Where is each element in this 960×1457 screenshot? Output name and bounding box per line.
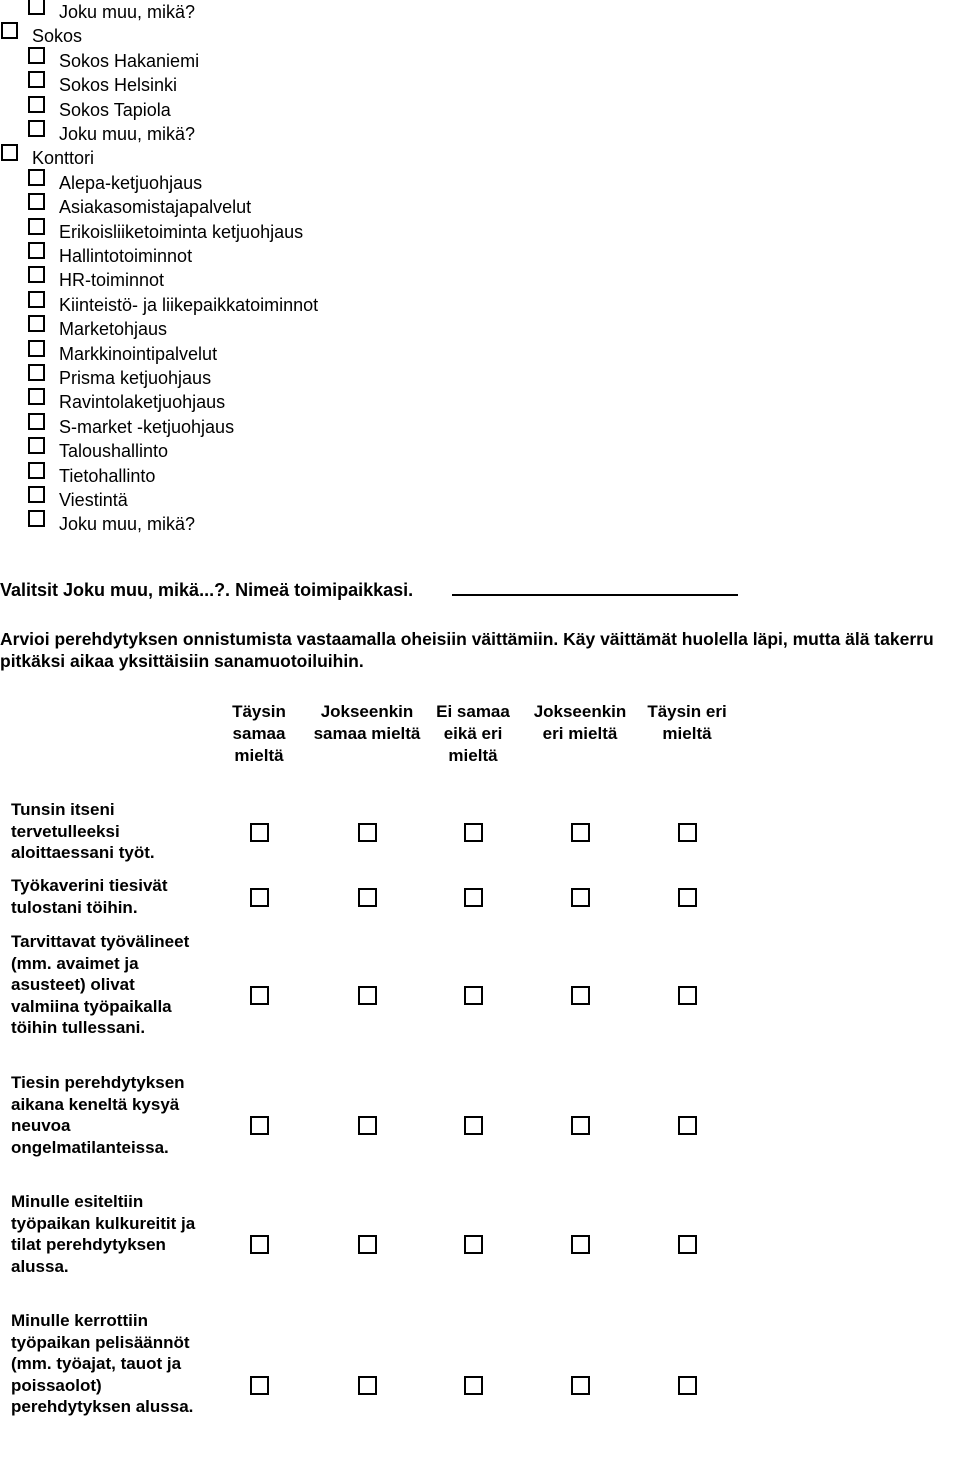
rating-checkbox[interactable]: [571, 1235, 590, 1254]
workplace-checkbox[interactable]: [28, 486, 45, 503]
rating-checkbox[interactable]: [571, 823, 590, 842]
rating-checkbox[interactable]: [358, 823, 377, 842]
workplace-checkbox[interactable]: [28, 291, 45, 308]
instructions-text: Arvioi perehdytyksen onnistumista vastaamalla oheisiin väittämiin. Käy väittämät huolella läpi, mutta älä takerru pitkäksi aikaa yksittäisiin sanamuotoiluihin.: [0, 629, 934, 671]
rating-checkbox[interactable]: [358, 1376, 377, 1395]
rating-checkbox[interactable]: [571, 888, 590, 907]
workplace-option-label: Sokos Helsinki: [59, 75, 178, 96]
workplace-checkbox[interactable]: [1, 144, 18, 161]
workplace-option-label: Joku muu, mikä?: [59, 514, 196, 535]
rating-checkbox[interactable]: [358, 1116, 377, 1135]
rating-checkbox[interactable]: [678, 823, 697, 842]
workplace-checkbox[interactable]: [28, 315, 45, 332]
rating-checkbox[interactable]: [358, 888, 377, 907]
rating-checkbox[interactable]: [250, 1116, 269, 1135]
statement-text: Tunsin itseni tervetulleeksi aloittaessani työt.: [11, 800, 155, 862]
scale-header: Jokseenkin eri mieltä: [533, 702, 627, 743]
scale-header: Ei samaa eikä eri mieltä: [436, 702, 510, 765]
scale-header: Täysin eri mieltä: [647, 702, 727, 743]
workplace-checkbox[interactable]: [28, 388, 45, 405]
rating-checkbox[interactable]: [571, 1116, 590, 1135]
workplace-option-label: Taloushallinto: [59, 441, 169, 462]
rating-checkbox[interactable]: [250, 1235, 269, 1254]
scale-header: Täysin samaa mieltä: [232, 702, 286, 765]
workplace-checkbox[interactable]: [28, 169, 45, 186]
workplace-checkbox[interactable]: [28, 510, 45, 527]
rating-checkbox[interactable]: [464, 986, 483, 1005]
workplace-option-label: HR-toiminnot: [59, 270, 165, 291]
workplace-checkbox[interactable]: [1, 22, 18, 39]
workplace-option-label: Prisma ketjuohjaus: [59, 368, 212, 388]
rating-checkbox[interactable]: [250, 986, 269, 1005]
rating-checkbox[interactable]: [678, 1116, 697, 1135]
rating-checkbox[interactable]: [678, 986, 697, 1005]
rating-checkbox[interactable]: [571, 986, 590, 1005]
rating-checkbox[interactable]: [250, 1376, 269, 1395]
workplace-option-label: Sokos Tapiola: [59, 99, 171, 120]
rating-checkbox[interactable]: [358, 986, 377, 1005]
rating-checkbox[interactable]: [250, 823, 269, 842]
workplace-checkbox[interactable]: [28, 364, 45, 381]
workplace-checkbox[interactable]: [28, 96, 45, 113]
workplace-option-label: Ravintolaketjuohjaus: [59, 392, 226, 413]
workplace-checkbox[interactable]: [28, 120, 45, 137]
workplace-checkbox[interactable]: [28, 340, 45, 357]
workplace-option-label: Joku muu, mikä?: [59, 124, 196, 144]
statement-text: Tarvittavat työvälineet (mm. avaimet ja asusteet) olivat valmiina työpaikalla töihin tullessani.: [11, 932, 190, 1037]
workplace-option-label: Hallintotoiminnot: [59, 246, 193, 266]
workplace-checkbox[interactable]: [28, 242, 45, 259]
scale-header: Jokseenkin samaa mieltä: [313, 702, 421, 743]
rating-checkbox[interactable]: [678, 888, 697, 907]
other-workplace-input-line[interactable]: [452, 594, 738, 596]
rating-checkbox[interactable]: [464, 888, 483, 907]
workplace-checkbox[interactable]: [28, 437, 45, 454]
workplace-option-label: Tietohallinto: [59, 465, 156, 486]
workplace-option-label: Kiinteistö- ja liikepaikkatoiminnot: [59, 294, 319, 315]
workplace-option-label: Sokos Hakaniemi: [59, 50, 200, 71]
workplace-checkbox[interactable]: [28, 193, 45, 210]
workplace-checkbox[interactable]: [28, 71, 45, 88]
statement-text: Työkaverini tiesivät tulostani töihin.: [11, 876, 168, 917]
workplace-option-label: Erikoisliiketoiminta ketjuohjaus: [59, 221, 304, 242]
rating-checkbox[interactable]: [571, 1376, 590, 1395]
workplace-option-label: Asiakasomistajapalvelut: [59, 197, 252, 218]
workplace-checkbox[interactable]: [28, 266, 45, 283]
workplace-checkbox[interactable]: [28, 47, 45, 64]
workplace-option-label: Markkinointipalvelut: [59, 343, 218, 364]
rating-checkbox[interactable]: [678, 1376, 697, 1395]
statement-text: Minulle kerrottiin työpaikan pelisäännöt (mm. työajat, tauot ja poissaolot) perehdytyksen alussa.: [11, 1311, 194, 1416]
workplace-checkbox[interactable]: [28, 218, 45, 235]
workplace-checkbox[interactable]: [28, 413, 45, 430]
workplace-option-label: S-market -ketjuohjaus: [59, 416, 235, 437]
workplace-option-label: Viestintä: [59, 490, 128, 510]
workplace-option-label: Marketohjaus: [59, 319, 168, 340]
workplace-group-label: Konttori: [32, 148, 95, 169]
statement-text: Tiesin perehdytyksen aikana keneltä kysyä neuvoa ongelmatilanteissa.: [11, 1073, 185, 1157]
rating-checkbox[interactable]: [250, 888, 269, 907]
workplace-checkbox[interactable]: [28, 0, 45, 15]
other-workplace-prompt: Valitsit Joku muu, mikä...?. Nimeä toimipaikkasi.: [0, 580, 414, 600]
rating-checkbox[interactable]: [678, 1235, 697, 1254]
statement-text: Minulle esiteltiin työpaikan kulkureitit ja tilat perehdytyksen alussa.: [11, 1192, 196, 1276]
workplace-group-label: Sokos: [32, 26, 83, 47]
rating-checkbox[interactable]: [464, 823, 483, 842]
workplace-checkbox[interactable]: [28, 462, 45, 479]
workplace-option-label: Alepa-ketjuohjaus: [59, 172, 203, 193]
rating-checkbox[interactable]: [464, 1376, 483, 1395]
rating-checkbox[interactable]: [464, 1116, 483, 1135]
rating-checkbox[interactable]: [464, 1235, 483, 1254]
workplace-option-label: Joku muu, mikä?: [59, 2, 196, 22]
rating-checkbox[interactable]: [358, 1235, 377, 1254]
